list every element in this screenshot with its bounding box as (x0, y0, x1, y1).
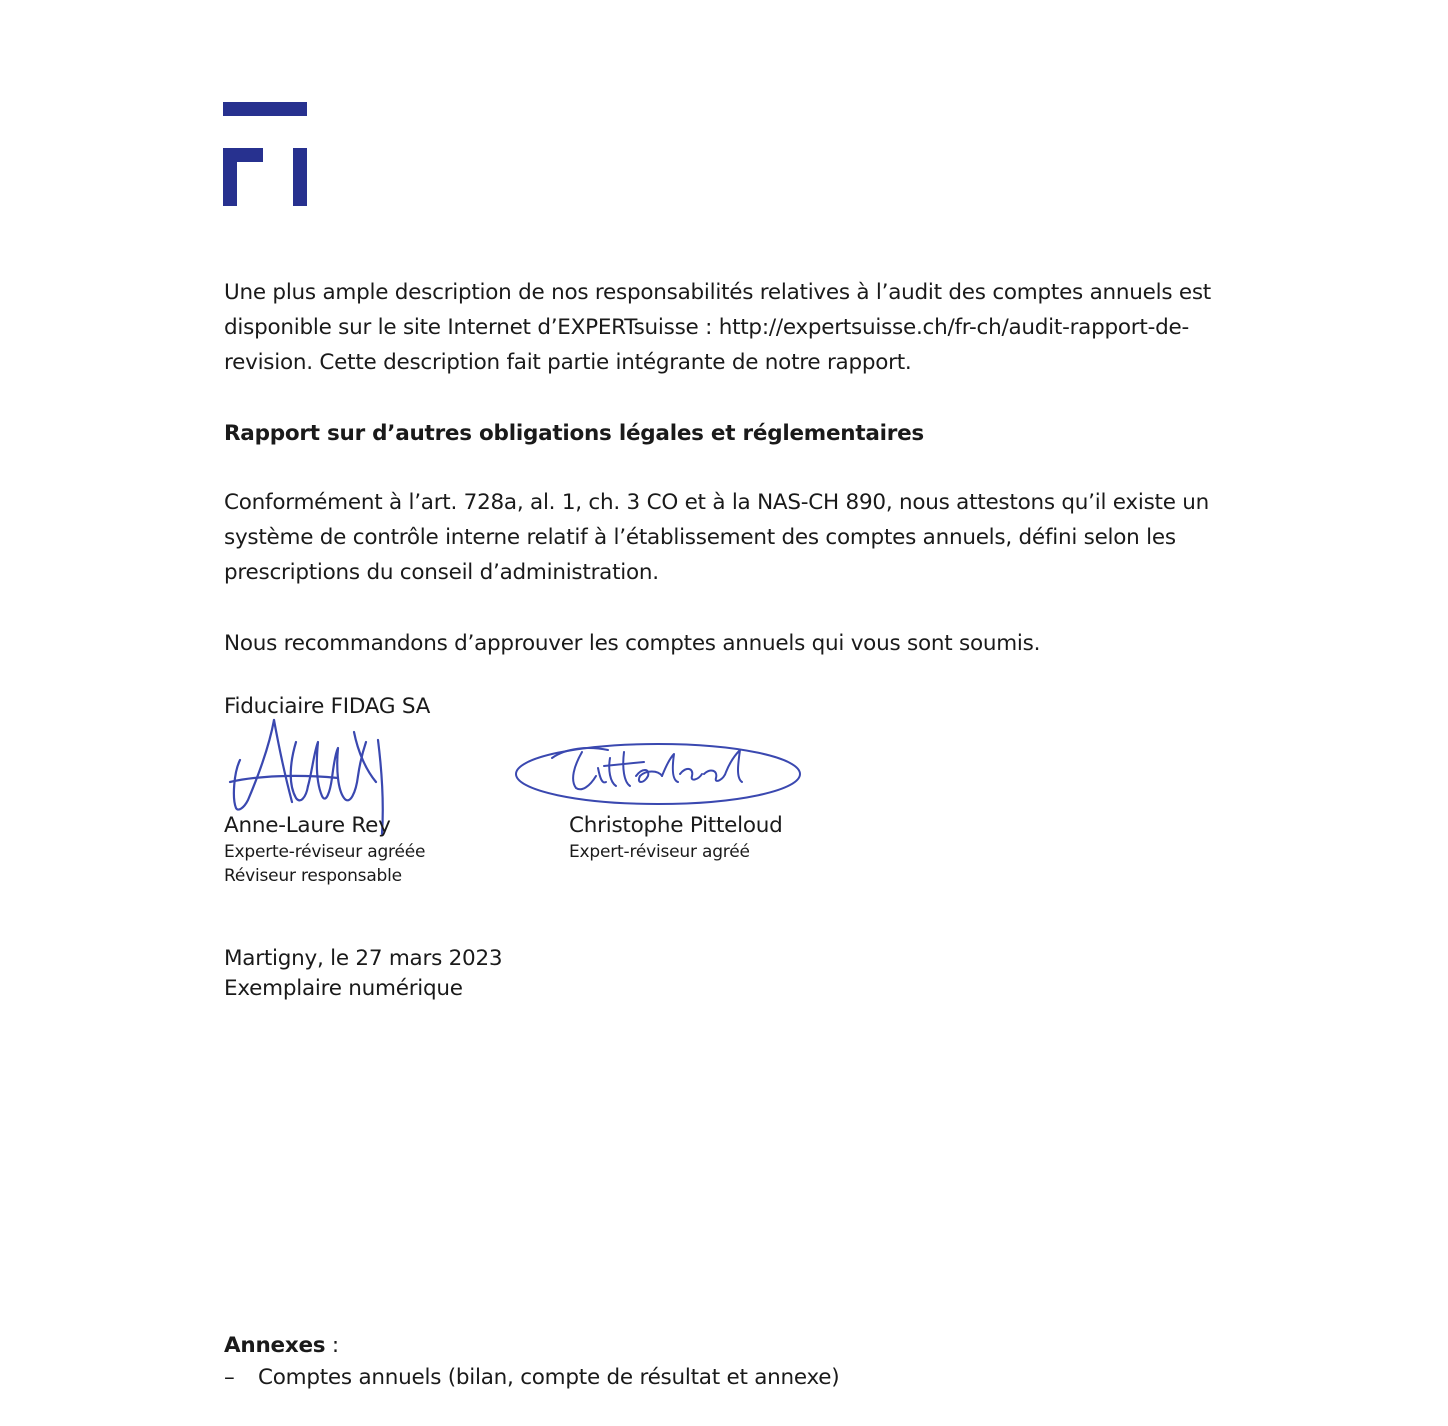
fidag-logo-icon (223, 102, 309, 206)
annexes-heading (224, 1330, 839, 1362)
attestation-paragraph (224, 485, 1209, 590)
signer-2 (569, 812, 783, 864)
signer-2-name: Christophe Pitteloud (569, 813, 783, 838)
annex-item (224, 1362, 839, 1394)
recommendation-paragraph: Nous recommandons d’approuver les comptes annuels qui vous sont soumis. (224, 631, 1041, 656)
signer-1-role: Réviseur responsable (224, 866, 402, 886)
attestation-line-2: système de contrôle interne relatif à l’établissement des comptes annuels, défini selon les (224, 525, 1176, 550)
firm-name: Fiduciaire FIDAG SA (224, 694, 431, 719)
signer-1-name: Anne-Laure Rey (224, 813, 391, 838)
annex-dash: – (224, 1365, 235, 1390)
intro-line-2: disponible sur le site Internet d’EXPERTsuisse : http://expertsuisse.ch/fr-ch/audit-rapport-de- (224, 315, 1189, 340)
signer-2-title: Expert-réviseur agréé (569, 842, 750, 862)
annexes-section (224, 1330, 839, 1394)
annexes-separator: : (325, 1333, 339, 1358)
intro-line-1: Une plus ample description de nos responsabilités relatives à l’audit des comptes annuels est (224, 280, 1211, 305)
attestation-line-1: Conformément à l’art. 728a, al. 1, ch. 3 CO et à la NAS-CH 890, nous attestons qu’il existe un (224, 490, 1210, 515)
intro-line-3: revision. Cette description fait partie intégrante de notre rapport. (224, 350, 912, 375)
signer-1-title: Experte-réviseur agréée (224, 842, 426, 862)
intro-paragraph (224, 275, 1211, 380)
place-date: Martigny, le 27 mars 2023 (224, 946, 503, 971)
logo-right-leg (293, 148, 307, 206)
attestation-line-3: prescriptions du conseil d’administration. (224, 560, 659, 585)
annexes-label: Annexes (224, 1333, 326, 1358)
logo-top-bar (223, 102, 307, 116)
annex-item-text: Comptes annuels (bilan, compte de résultat et annexe) (258, 1365, 840, 1390)
copy-type: Exemplaire numérique (224, 976, 463, 1001)
signature-christophe-pitteloud (512, 736, 804, 812)
logo-left-leg (223, 148, 237, 206)
place-date-block (224, 944, 502, 1004)
signer-1 (224, 812, 425, 888)
section-heading: Rapport sur d’autres obligations légales et réglementaires (224, 421, 924, 446)
